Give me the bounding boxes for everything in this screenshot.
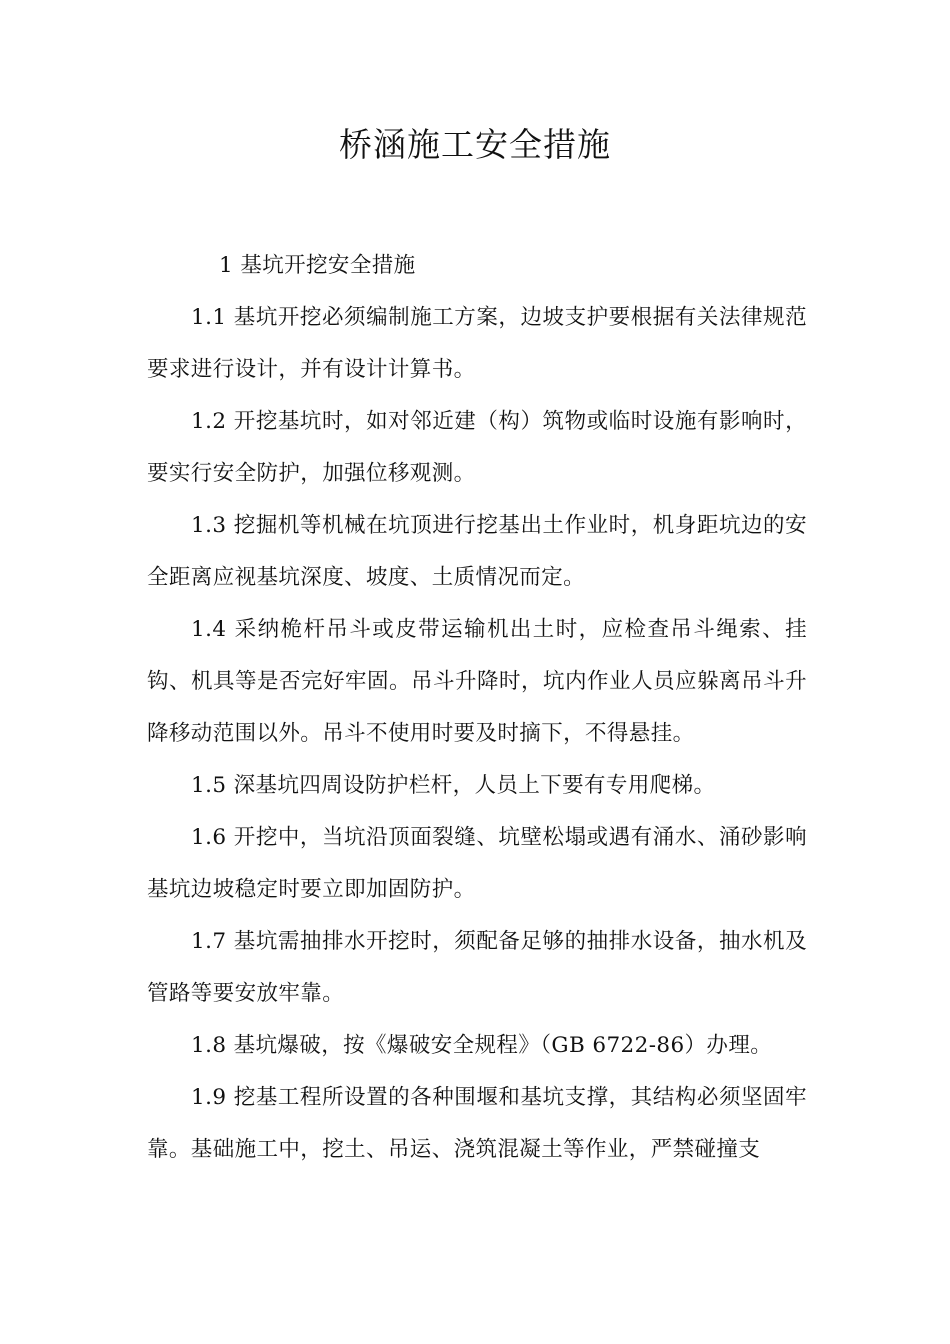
paragraph-1-3: 1.3 挖掘机等机械在坑顶进行挖基出土作业时，机身距坑边的安全距离应视基坑深度、坡度、土质情况而定。	[147, 513, 807, 590]
paragraph-1-9: 1.9 挖基工程所设置的各种围堰和基坑支撑，其结构必须坚固牢靠。基础施工中，挖土、吊运、浇筑混凝土等作业，严禁碰撞支	[147, 1085, 807, 1162]
paragraph-1-6: 1.6 开挖中，当坑沿顶面裂缝、坑壁松塌或遇有涌水、涌砂影响基坑边坡稳定时要立即加固防护。	[147, 825, 807, 902]
paragraph-1-4: 1.4 采纳桅杆吊斗或皮带运输机出土时，应检查吊斗绳索、挂钩、机具等是否完好牢固。吊斗升降时，坑内作业人员应躲离吊斗升降移动范围以外。吊斗不使用时要及时摘下，不得悬挂。	[147, 617, 807, 746]
paragraph-1-5: 1.5 深基坑四周设防护栏杆，人员上下要有专用爬梯。	[191, 773, 716, 798]
paragraph-1-8: 1.8 基坑爆破，按《爆破安全规程》（GB 6722-86）办理。	[191, 1033, 773, 1058]
document-body	[147, 240, 807, 1176]
paragraph-1-2: 1.2 开挖基坑时，如对邻近建（构）筑物或临时设施有影响时，要实行安全防护，加强位移观测。	[147, 409, 807, 486]
document-title: 桥涵施工安全措施	[339, 125, 611, 164]
paragraph-1-7: 1.7 基坑需抽排水开挖时，须配备足够的抽排水设备，抽水机及管路等要安放牢靠。	[147, 929, 807, 1006]
section-heading: 1 基坑开挖安全措施	[219, 253, 416, 278]
paragraph-1-1: 1.1 基坑开挖必须编制施工方案，边坡支护要根据有关法律规范要求进行设计，并有设计计算书。	[147, 305, 807, 382]
